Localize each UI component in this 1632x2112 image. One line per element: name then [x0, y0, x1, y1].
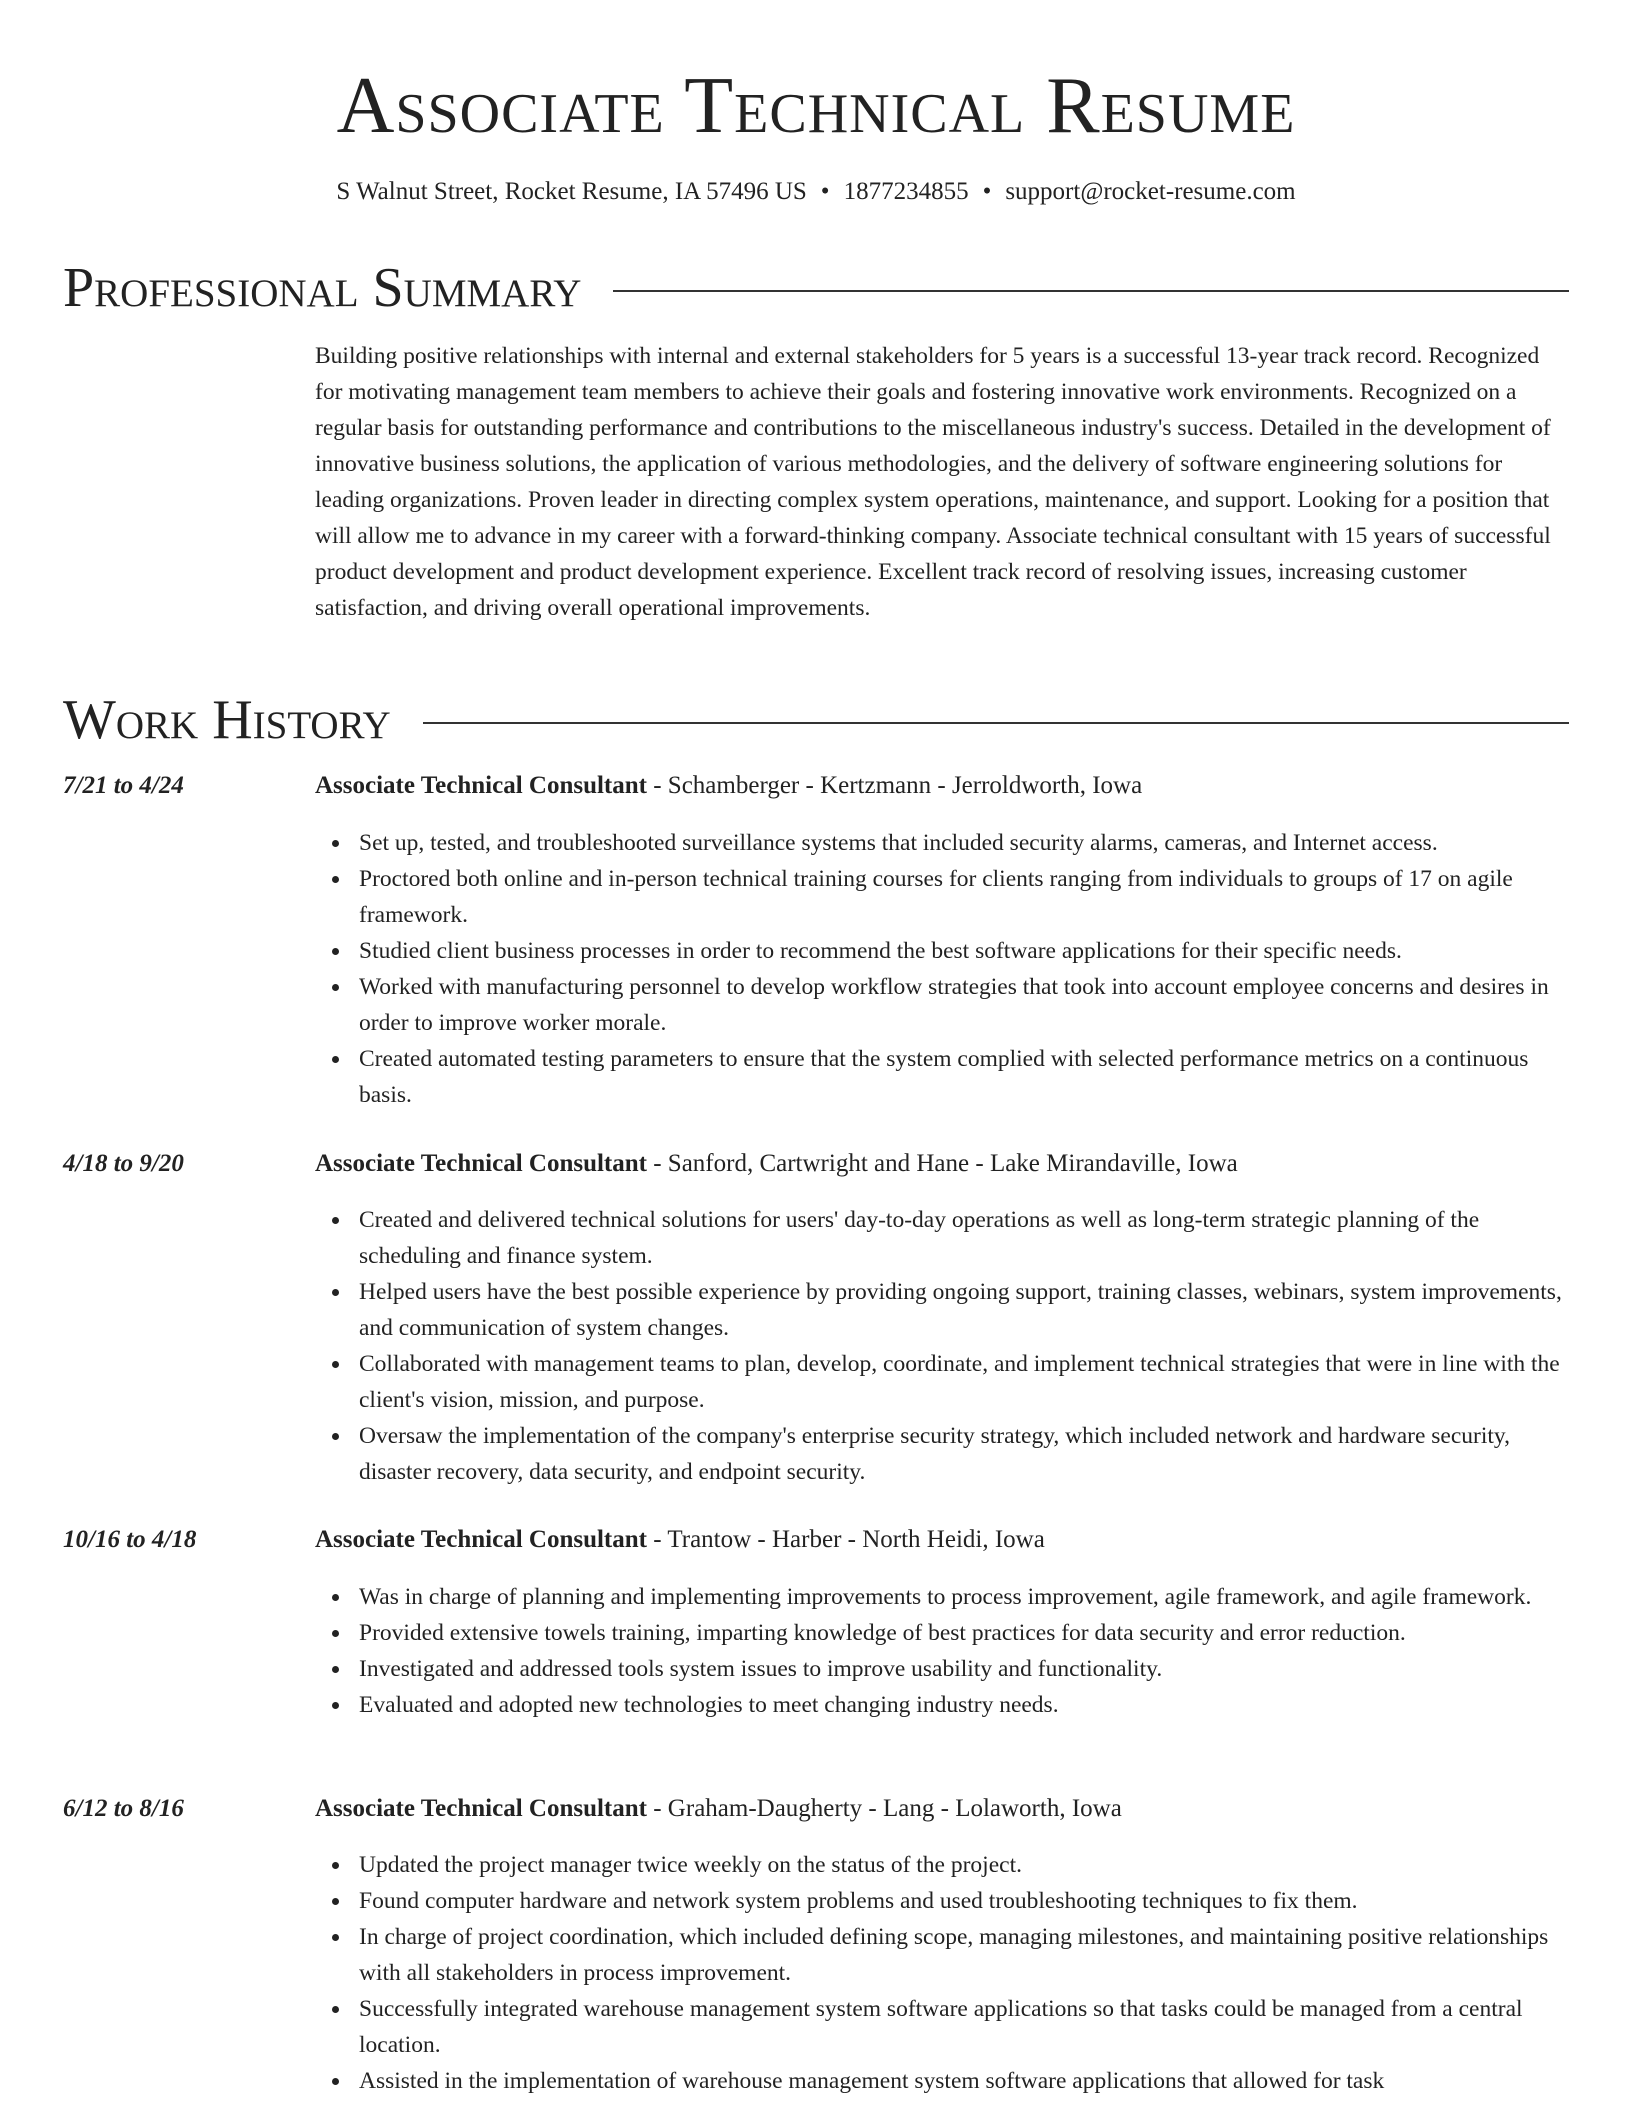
contact-line	[0, 176, 1632, 208]
job-dates: 6/12 to 8/16	[63, 1795, 184, 1822]
job-bullet: Proctored both online and in-person technical training courses for clients ranging from individuals to groups of 17 on agile framework.	[359, 861, 1573, 933]
job-bullet: In charge of project coordination, which included defining scope, managing milestones, and maintaining positive relationships with all stakeholders in process improvement.	[359, 1919, 1573, 1991]
job-bullet: Investigated and addressed tools system issues to improve usability and functionality.	[359, 1651, 1573, 1687]
job-bullet: Provided extensive towels training, imparting knowledge of best practices for data security and error reduction.	[359, 1615, 1573, 1651]
job-company: - Sanford, Cartwright and Hane - Lake Mirandaville, Iowa	[646, 1150, 1238, 1177]
job-bullet: Created and delivered technical solutions for users' day-to-day operations as well as long-term strategic planning of the scheduling and finance system.	[359, 1202, 1573, 1274]
summary-section-header	[63, 256, 1569, 320]
job-header	[315, 1148, 1238, 1180]
resume-name: Associate Technical Resume	[336, 62, 1296, 150]
section-divider	[423, 722, 1569, 724]
job-header	[315, 1793, 1122, 1825]
job-bullet: Set up, tested, and troubleshooted surveillance systems that included security alarms, cameras, and Internet access.	[359, 825, 1573, 861]
job-company: - Schamberger - Kertzmann - Jerroldworth, Iowa	[646, 772, 1143, 799]
job-bullet: Collaborated with management teams to plan, develop, coordinate, and implement technical strategies that were in line with the client's vision, mission, and purpose.	[359, 1346, 1573, 1418]
job-title: Associate Technical Consultant	[315, 1526, 647, 1553]
job-bullet-list	[359, 1847, 1573, 2099]
summary-text: Building positive relationships with internal and external stakeholders for 5 years is a successful 13-year track record. Recognized for motivating management team members to achieve their goals and fostering innovative work environments. Recognized on a regular basis for outstanding performance and contributions to the miscellaneous industry's success. Detailed in the development of innovative business solutions, the application of various methodologies, and the delivery of software engineering solutions for leading organizations. Proven leader in directing complex system operations, maintenance, and support. Looking for a position that will allow me to advance in my career with a forward-thinking company. Associate technical consultant with 15 years of successful product development and product development experience. Excellent track record of resolving issues, increasing customer satisfaction, and driving overall operational improvements.	[315, 343, 1551, 621]
job-bullet-list	[359, 1202, 1573, 1490]
summary-heading: Professional Summary	[63, 257, 582, 319]
job-dates: 10/16 to 4/18	[63, 1526, 197, 1553]
job-header	[315, 1524, 1045, 1556]
job-company: - Trantow - Harber - North Heidi, Iowa	[646, 1526, 1045, 1553]
job-bullet: Was in charge of planning and implementing improvements to process improvement, agile framework, and agile framework.	[359, 1579, 1573, 1615]
job-bullet: Helped users have the best possible experience by providing ongoing support, training classes, webinars, system improvements, and communication of system changes.	[359, 1274, 1573, 1346]
contact-separator: •	[982, 178, 992, 205]
job-bullet: Successfully integrated warehouse management system software applications so that tasks could be managed from a central location.	[359, 1991, 1573, 2063]
job-bullet: Worked with manufacturing personnel to develop workflow strategies that took into account employee concerns and desires in order to improve worker morale.	[359, 969, 1573, 1041]
job-header	[315, 770, 1142, 802]
job-bullet-list	[359, 1579, 1573, 1723]
job-title: Associate Technical Consultant	[315, 772, 647, 799]
work-section-header	[63, 688, 1569, 752]
job-bullet: Oversaw the implementation of the company's enterprise security strategy, which included network and hardware security, disaster recovery, data security, and endpoint security.	[359, 1418, 1573, 1490]
job-bullet: Evaluated and adopted new technologies to meet changing industry needs.	[359, 1687, 1573, 1723]
job-bullet: Studied client business processes in order to recommend the best software applications for their specific needs.	[359, 933, 1573, 969]
job-bullet: Found computer hardware and network system problems and used troubleshooting techniques to fix them.	[359, 1883, 1573, 1919]
job-title: Associate Technical Consultant	[315, 1150, 647, 1177]
contact-email: support@rocket-resume.com	[1005, 178, 1296, 205]
job-bullet: Assisted in the implementation of warehouse management system software applications that allowed for task	[359, 2063, 1573, 2099]
work-heading: Work History	[63, 689, 391, 751]
job-bullet: Updated the project manager twice weekly on the status of the project.	[359, 1847, 1573, 1883]
job-dates: 7/21 to 4/24	[63, 772, 184, 799]
section-divider	[613, 290, 1569, 292]
contact-separator: •	[820, 178, 830, 205]
job-bullet-list	[359, 825, 1573, 1113]
contact-phone: 1877234855	[843, 178, 969, 205]
job-company: - Graham-Daugherty - Lang - Lolaworth, Iowa	[646, 1795, 1122, 1822]
job-bullet: Created automated testing parameters to ensure that the system complied with selected performance metrics on a continuous basis.	[359, 1041, 1573, 1113]
job-dates: 4/18 to 9/20	[63, 1150, 184, 1177]
job-title: Associate Technical Consultant	[315, 1795, 647, 1822]
contact-address: S Walnut Street, Rocket Resume, IA 57496 US	[336, 178, 807, 205]
